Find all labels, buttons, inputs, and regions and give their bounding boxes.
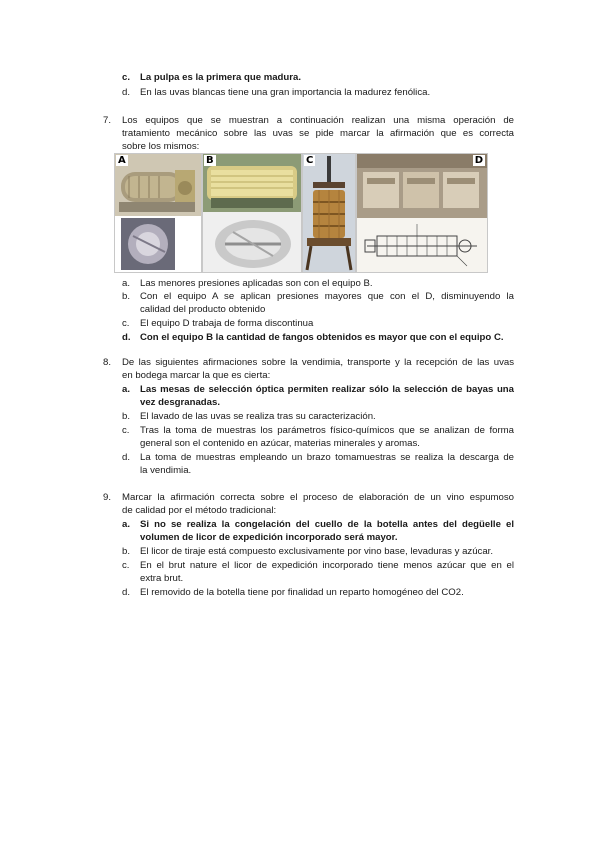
option-text: Las mesas de selección óptica permiten realizar sólo la selección de bayas una (140, 384, 514, 395)
question-stem-line: De las siguientes afirmaciones sobre la vendimia, transporte y la recepción de las uvas (122, 357, 514, 368)
option-text: general son el contenido en azúcar, materias minerales y aromas. (140, 438, 420, 449)
option-text: vez desgranadas. (140, 397, 220, 408)
question-stem-line: en bodega marcar la que es cierta: (122, 370, 271, 381)
image-label-d: D (474, 155, 483, 166)
option-text: En las uvas blancas tiene una gran importancia la madurez fenólica. (140, 87, 431, 98)
option-text: Con el equipo B la cantidad de fangos obtenidos es mayor que con el equipo C. (140, 332, 504, 343)
option-text: extra brut. (140, 573, 184, 584)
option-marker: b. (122, 291, 131, 302)
option-marker: d. (122, 87, 131, 98)
equipment-d-photo (356, 153, 488, 273)
option-text: calidad del producto obtenido (140, 304, 266, 315)
equipment-figure (114, 153, 487, 273)
question-number: 7. (103, 115, 112, 126)
question-stem-line: de calidad por el método tradicional: (122, 505, 277, 516)
option-text: volumen de licor de expedición incorporado será mayor. (140, 532, 398, 543)
option-text: Con el equipo A se aplican presiones mayores que con el D, disminuyendo la (140, 291, 514, 302)
image-label-c: C (306, 155, 314, 166)
option-text: La toma de muestras empleando un brazo tomamuestras se realiza la descarga de (140, 452, 514, 463)
option-text: El licor de tiraje está compuesto exclusivamente por vino base, levaduras y azúcar. (140, 546, 494, 557)
equipment-a-photo (114, 153, 202, 273)
equipment-b-photo (202, 153, 302, 273)
equipment-c-photo (302, 153, 356, 273)
option-marker: b. (122, 411, 131, 422)
press-b-drawing (203, 154, 301, 272)
option-text: Tras la toma de muestras los parámetros físico-químicos que se analizan de forma (140, 425, 514, 436)
option-marker: d. (122, 332, 131, 343)
option-text: Las menores presiones aplicadas son con el equipo B. (140, 278, 373, 289)
option-marker: a. (122, 278, 131, 289)
question-stem-line: sobre los mismos: (122, 141, 200, 152)
option-marker: b. (122, 546, 131, 557)
question-stem-line: Los equipos que se muestran a continuación realizan una misma operación de (122, 115, 514, 126)
image-label-b: B (206, 155, 214, 166)
press-d-drawing (357, 154, 487, 272)
option-text: El removido de la botella tiene por finalidad un reparto homogéneo del CO2. (140, 587, 464, 598)
option-marker: c. (122, 318, 130, 329)
question-stem-line: Marcar la afirmación correcta sobre el proceso de elaboración de un vino espumoso (122, 492, 514, 503)
option-text: la vendimia. (140, 465, 192, 476)
option-text: El lavado de las uvas se realiza tras su caracterización. (140, 411, 376, 422)
option-marker: a. (122, 519, 131, 530)
option-marker: a. (122, 384, 131, 395)
option-marker: c. (122, 425, 130, 436)
question-number: 9. (103, 492, 112, 503)
option-text: Si no se realiza la congelación del cuello de la botella antes del degüelle el (140, 519, 514, 530)
option-text: En el brut nature el licor de expedición incorporado tiene menos azúcar que en el (140, 560, 514, 571)
option-marker: d. (122, 452, 131, 463)
option-text: La pulpa es la primera que madura. (140, 72, 302, 83)
question-stem-line: tratamiento mecánico sobre las uvas se pide marcar la afirmación que es correcta (122, 128, 514, 139)
option-marker: c. (122, 72, 131, 83)
question-number: 8. (103, 357, 112, 368)
option-marker: d. (122, 587, 131, 598)
option-text: El equipo D trabaja de forma discontinua (140, 318, 314, 329)
press-a-drawing (115, 154, 201, 272)
image-label-a: A (118, 155, 126, 166)
press-c-drawing (303, 154, 355, 272)
option-marker: c. (122, 560, 130, 571)
